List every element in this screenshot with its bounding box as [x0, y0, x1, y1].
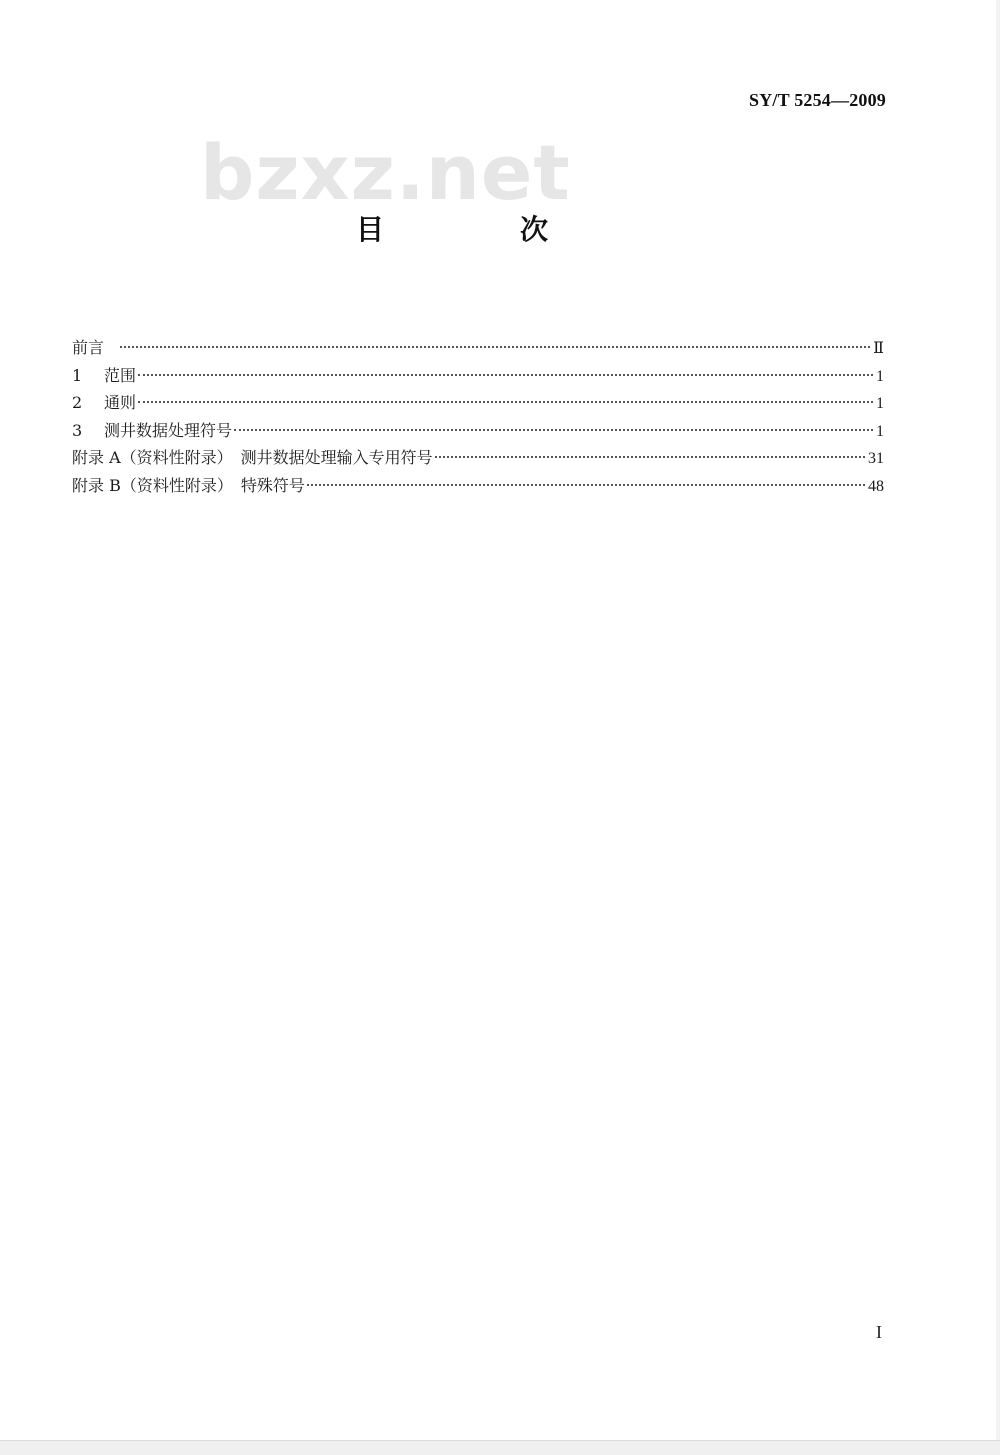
toc-title: 目 次	[355, 213, 602, 246]
toc-entry-foreword[interactable]	[72, 334, 884, 362]
page-number: I	[876, 1322, 882, 1342]
toc-entry-label: 附录 B（资料性附录） 特殊符号	[72, 475, 305, 495]
watermark-logo: bzxz.net	[200, 128, 571, 217]
toc-entry-label: 范围	[104, 365, 137, 385]
toc-entry-number: 1	[72, 365, 83, 385]
toc-leader-dots	[138, 401, 873, 403]
standard-code: SY/T 5254—2009	[749, 90, 886, 110]
toc-entry-page: 31	[868, 450, 884, 467]
toc-entry-symbols[interactable]	[72, 417, 884, 445]
page-edge-shadow	[996, 0, 1000, 1454]
toc-entry-annex-a[interactable]	[72, 444, 884, 472]
toc-leader-dots	[307, 484, 865, 486]
toc-entry-page: 1	[876, 422, 884, 440]
toc-entry-number: 3	[72, 420, 83, 440]
toc-entry-label: 前言	[72, 338, 105, 357]
toc-entry-label: 附录 A（资料性附录） 测井数据处理输入专用符号	[72, 448, 433, 467]
toc-entry-page: Ⅱ	[873, 340, 884, 357]
page-bottom-edge	[0, 1440, 1000, 1455]
toc-entry-scope[interactable]	[72, 362, 884, 390]
toc-entry-label: 测井数据处理符号	[104, 420, 233, 440]
table-of-contents	[72, 334, 884, 499]
toc-leader-dots	[138, 374, 873, 376]
toc-entry-page: 1	[876, 395, 884, 412]
toc-entry-page: 1	[876, 367, 884, 385]
toc-leader-dots	[120, 346, 870, 348]
toc-leader-dots	[435, 456, 865, 458]
toc-entry-number: 2	[72, 393, 83, 412]
toc-leader-dots	[234, 429, 873, 431]
toc-entry-general[interactable]	[72, 389, 884, 417]
toc-entry-page: 48	[868, 477, 884, 495]
toc-entry-label: 通则	[104, 393, 137, 412]
toc-entry-annex-b[interactable]	[72, 472, 884, 500]
